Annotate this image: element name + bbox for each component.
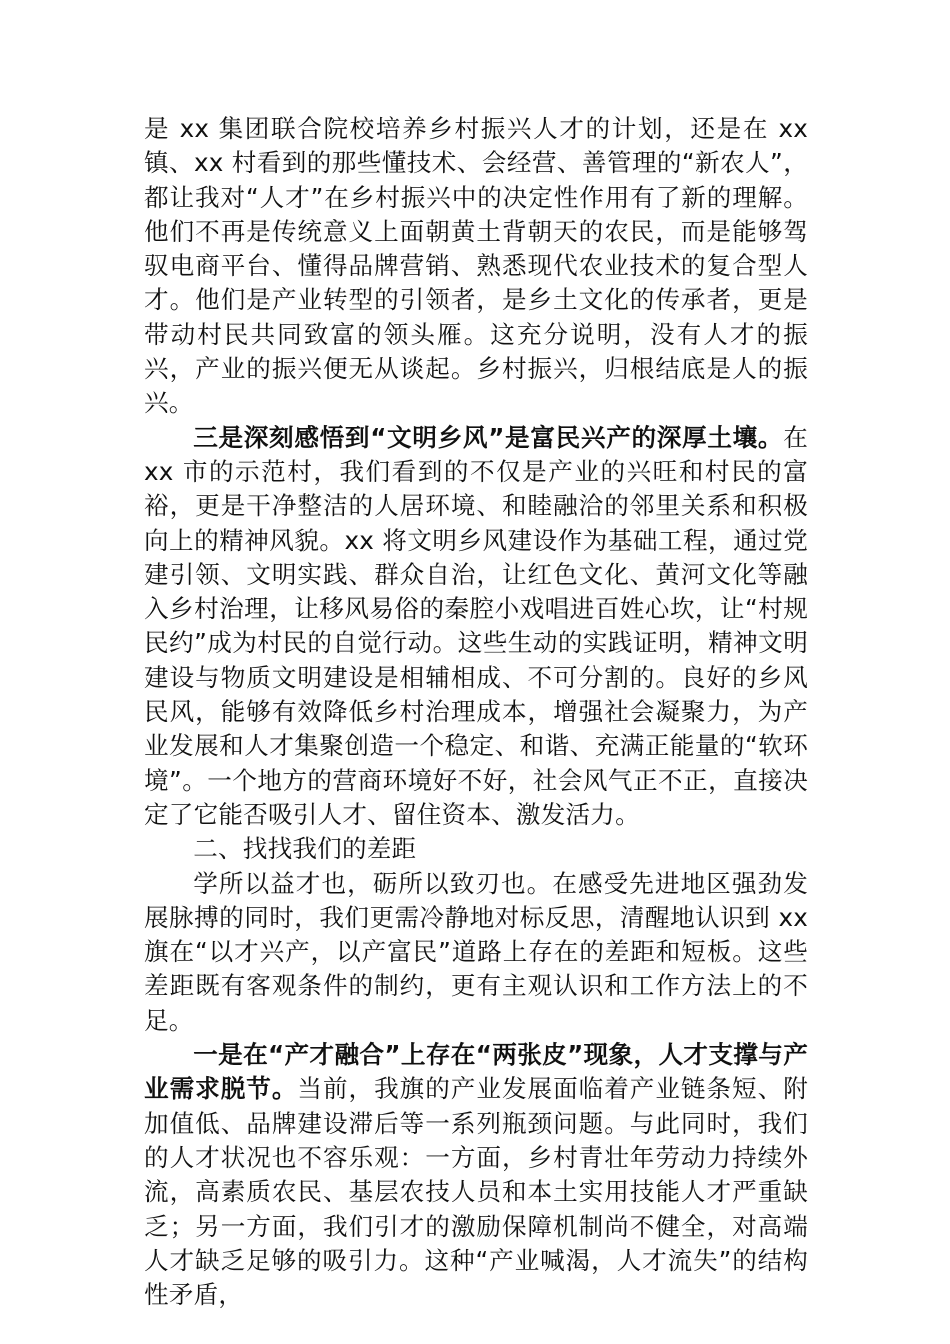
paragraph-talent-revitalization bbox=[144, 112, 808, 421]
paragraph-gap-intro bbox=[144, 867, 808, 1038]
document-page bbox=[144, 112, 808, 1310]
paragraph-text: 在 xx 市的示范村，我们看到的不仅是产业的兴旺和村民的富裕，更是干净整洁的人居环境、和睦融洽的邻里关系和积极向上的精神风貌。xx 将文明乡风建设作为基础工程，通过党建引领、文明实践、群众自治，让红色文化、黄河文化等融入乡村治理，让移风易俗的秦腔小戏唱进百姓心坎，让“村规民约”成为村民的自觉行动。这些生动的实践证明，精神文明建设与物质文明建设是相辅相成、不可分割的。良好的乡风民风，能够有效降低乡村治理成本，增强社会凝聚力，为产业发展和人才集聚创造一个稳定、和谐、充满正能量的“软环境”。一个地方的营商环境好不好，社会风气正不正，直接决定了它能否吸引人才、留住资本、激发活力。 bbox=[144, 422, 808, 829]
paragraph-text: 是 xx 集团联合院校培养乡村振兴人才的计划，还是在 xx 镇、xx 村看到的那些懂技术、会经营、善管理的“新农人”，都让我对“人才”在乡村振兴中的决定性作用有了新的理解。他们不再是传统意义上面朝黄土背朝天的农民，而是能够驾驭电商平台、懂得品牌营销、熟悉现代农业技术的复合型人才。他们是产业转型的引领者，是乡土文化的传承者，更是带动村民共同致富的领头雁。这充分说明，没有人才的振兴，产业的振兴便无从谈起。乡村振兴，归根结底是人的振兴。 bbox=[144, 114, 808, 418]
paragraph-civilized-customs bbox=[144, 421, 808, 833]
section-heading: 二、找找我们的差距 bbox=[193, 834, 417, 864]
paragraph-lead-bold: 一是在“产才融合”上存在“两张皮”现象，人才支撑与产业需求脱节。 bbox=[144, 1040, 808, 1104]
paragraph-talent-industry-gap bbox=[144, 1038, 808, 1312]
paragraph-text: 学所以益才也，砺所以致刃也。在感受先进地区强劲发展脉搏的同时，我们更需冷静地对标反思，清醒地认识到 xx 旗在“以才兴产，以产富民”道路上存在的差距和短板。这些差距既有客观条件的制约，更有主观认识和工作方法上的不足。 bbox=[144, 868, 808, 1035]
paragraph-text: 当前，我旗的产业发展面临着产业链条短、附加值低、品牌建设滞后等一系列瓶颈问题。与此同时，我们的人才状况也不容乐观：一方面，乡村青壮年劳动力持续外流，高素质农民、基层农技人员和本土实用技能人才严重缺乏；另一方面，我们引才的激励保障机制尚不健全，对高端人才缺乏足够的吸引力。这种“产业喊渴，人才流失”的结构性矛盾， bbox=[144, 1074, 808, 1310]
paragraph-lead-bold: 三是深刻感悟到“文明乡风”是富民兴产的深厚土壤。 bbox=[193, 422, 784, 452]
